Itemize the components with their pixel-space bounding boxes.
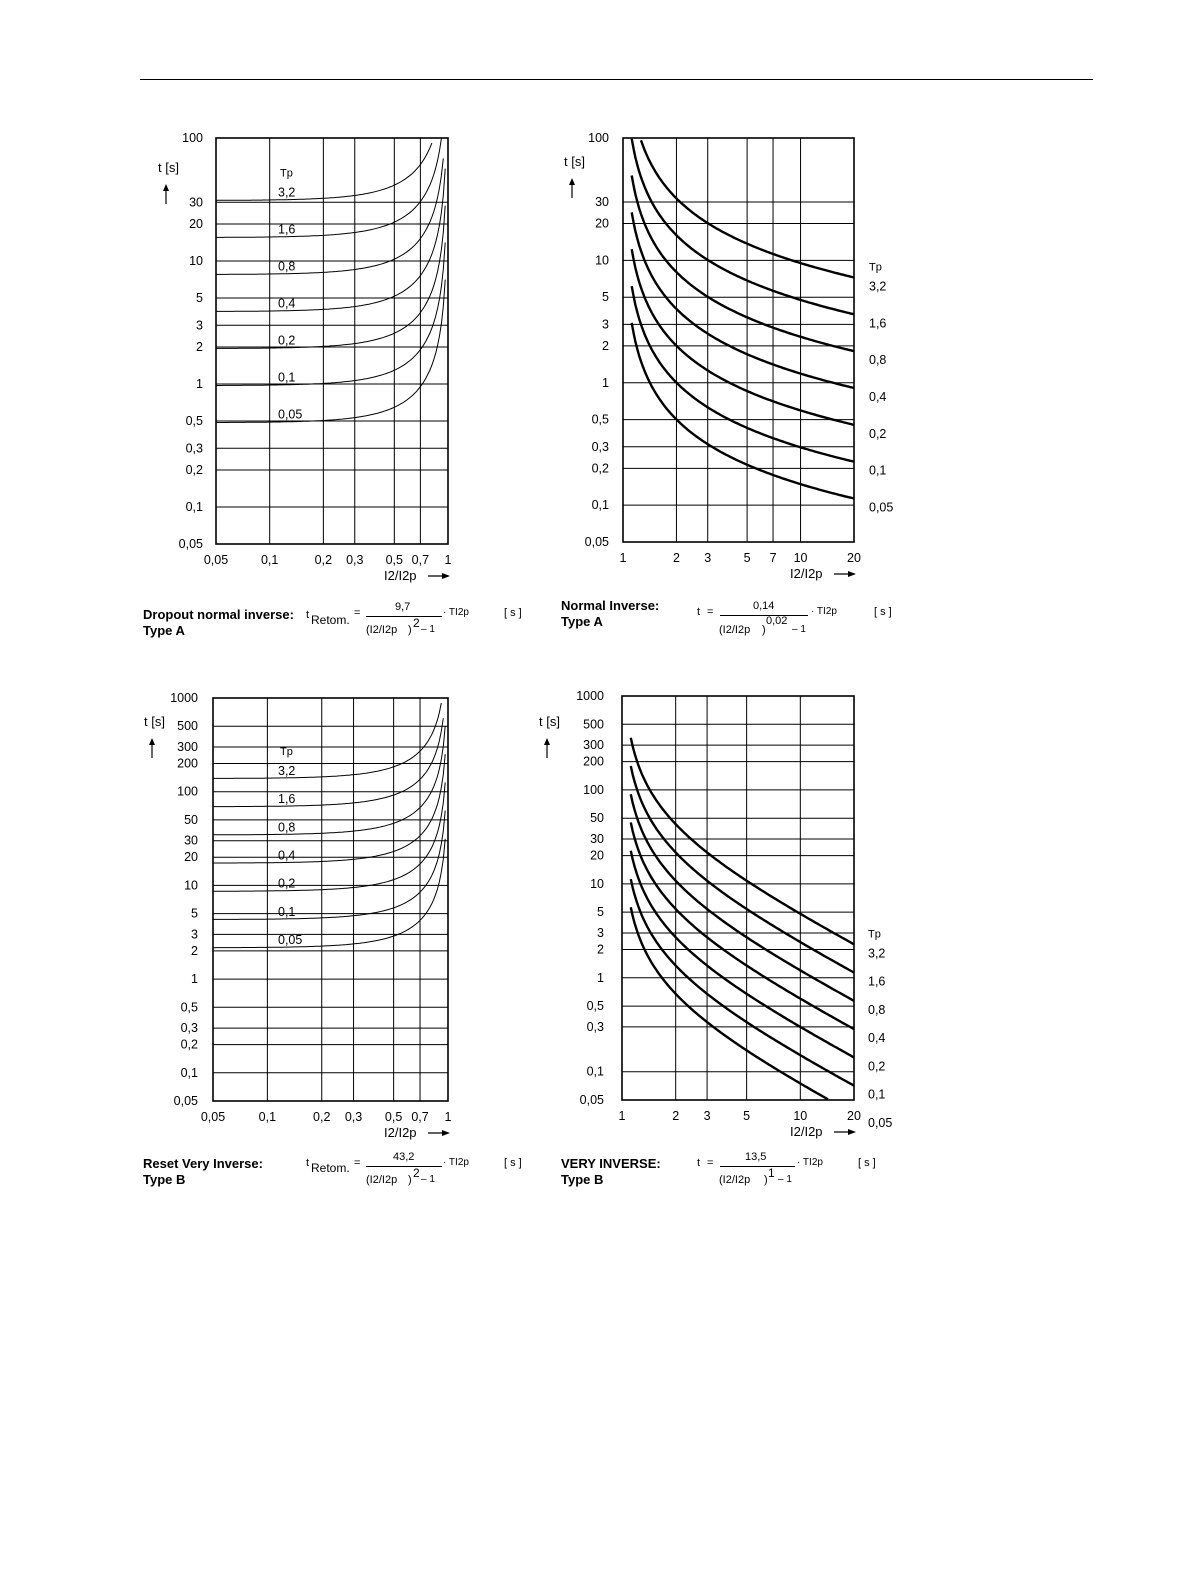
chart4-frame xyxy=(622,696,854,1100)
chart1-ytick-label-3: 10 xyxy=(189,253,203,268)
chart1-series-label-3_2: 3,2 xyxy=(278,185,296,200)
formula-4-denominator: (I2/I2p xyxy=(719,1174,751,1186)
chart3-xtick-label-1: 0,1 xyxy=(258,1110,277,1124)
formula-3-fraction-bar xyxy=(366,1166,442,1167)
chart2-ytick-label-2: 20 xyxy=(595,216,609,231)
chart3-xtick-label-0: 0,05 xyxy=(200,1110,226,1124)
chart2-series-label-1_6: 1,6 xyxy=(869,316,887,331)
chart1-xtick-label-1: 0,1 xyxy=(260,553,279,567)
chart3-xtick-label-5: 0,7 xyxy=(411,1110,429,1124)
chart2-ytick-label-5: 3 xyxy=(602,317,609,332)
chart4-ytick-label-3: 200 xyxy=(583,754,604,769)
chart3-ytick-label-1: 500 xyxy=(177,719,198,734)
chart3-series-0_4 xyxy=(213,754,445,863)
chart4-yaxis-arrowhead xyxy=(544,738,550,745)
chart1-series-0_4 xyxy=(216,169,445,312)
chart1-ytick-label-11: 0,1 xyxy=(185,499,203,514)
chart1-legend-title: Tp xyxy=(280,167,293,180)
chart3-xtick-label-2: 0,2 xyxy=(313,1110,331,1124)
formula-3-sub: Retom. xyxy=(311,1161,350,1175)
chart2-xlabel: I2/I2p xyxy=(790,566,823,581)
chart4-xtick-label-3: 5 xyxy=(743,1109,751,1123)
chart2-ytick-label-0: 100 xyxy=(588,131,609,145)
chart4-xtick-label-4: 10 xyxy=(793,1109,808,1123)
chart3-yaxis-arrowhead xyxy=(149,738,155,745)
chart3-ytick-label-10: 3 xyxy=(191,927,198,942)
chart3-ytick-label-12: 1 xyxy=(191,972,198,987)
chart3-series-label-0_1: 0,1 xyxy=(278,904,296,919)
chart1-frame xyxy=(216,138,448,544)
chart1-series-label-1_6: 1,6 xyxy=(278,222,296,237)
chart2-xtick-label-6: 20 xyxy=(847,551,861,565)
formula-2-denominator: (I2/I2p xyxy=(719,624,751,636)
chart4-ytick-label-12: 1 xyxy=(597,970,604,985)
chart4-xaxis-arrowhead xyxy=(848,1129,856,1135)
chart1-ytick-label-12: 0,05 xyxy=(178,537,203,551)
formula-4-minus: – 1 xyxy=(778,1174,792,1185)
chart2-series-label-0_05: 0,05 xyxy=(869,500,894,515)
formula-1-denominator: (I2/I2p xyxy=(366,624,398,636)
chart3-xtick-label-4: 0,5 xyxy=(384,1110,403,1124)
formula-2-mult: · TI2p xyxy=(811,606,837,617)
chart3-series-0_05 xyxy=(213,839,445,948)
caption-2-type: Type A xyxy=(561,614,603,629)
formula-4-mult: · TI2p xyxy=(797,1157,823,1168)
chart3-ytick-label-13: 0,5 xyxy=(180,1000,198,1015)
chart4-ytick-label-16: 0,05 xyxy=(579,1093,604,1107)
chart4-ytick-label-13: 0,5 xyxy=(586,999,604,1014)
chart4-series-label-3_2: 3,2 xyxy=(868,946,886,961)
chart3-xaxis-arrowhead xyxy=(442,1130,450,1136)
formula-3-exponent: 2 xyxy=(413,1166,420,1180)
formula-1-unit: [ s ] xyxy=(504,607,522,619)
formula-4-eq: = xyxy=(707,1157,714,1169)
formula-3-t: t xyxy=(306,1157,310,1169)
chart4-ylabel: t [s] xyxy=(539,714,560,729)
chart2-series-label-0_2: 0,2 xyxy=(869,426,887,441)
chart1-ytick-label-10: 0,2 xyxy=(185,462,203,477)
formula-4-fraction-bar xyxy=(720,1166,795,1167)
chart2-series-0_4 xyxy=(632,212,854,388)
chart1-xaxis-arrowhead xyxy=(442,573,450,579)
chart2-ytick-label-12: 0,05 xyxy=(584,535,609,549)
chart3-series-0_1 xyxy=(213,811,445,920)
chart3-ytick-label-17: 0,05 xyxy=(173,1094,198,1108)
chart2-svg xyxy=(557,128,900,592)
chart3-xlabel: I2/I2p xyxy=(384,1125,417,1140)
chart1-series-1_6 xyxy=(216,138,441,237)
chart3-ytick-label-3: 200 xyxy=(177,756,198,771)
chart4-ytick-label-6: 30 xyxy=(590,832,604,847)
chart4-series-label-0_8: 0,8 xyxy=(868,1002,886,1017)
chart1-ytick-label-9: 0,3 xyxy=(185,441,203,456)
chart1-series-label-0_05: 0,05 xyxy=(278,407,303,422)
formula-3-eq: = xyxy=(354,1157,361,1169)
formula-3-numerator: 43,2 xyxy=(393,1151,415,1163)
chart-reset-very-inverse xyxy=(143,688,525,1148)
chart3-series-label-0_8: 0,8 xyxy=(278,820,296,835)
chart3-ytick-label-5: 50 xyxy=(184,812,198,827)
chart4-legend-title: Tp xyxy=(868,928,881,941)
chart2-ytick-label-3: 10 xyxy=(595,253,609,268)
formula-2-minus: – 1 xyxy=(792,624,806,635)
chart2-yaxis-arrowhead xyxy=(569,178,575,185)
chart1-ytick-label-4: 5 xyxy=(196,291,203,306)
chart4-xtick-label-1: 2 xyxy=(672,1109,680,1123)
chart1-svg xyxy=(143,128,525,592)
chart2-series-label-3_2: 3,2 xyxy=(869,279,887,294)
chart2-series-0_2 xyxy=(632,249,854,425)
chart4-ytick-label-14: 0,3 xyxy=(586,1019,604,1034)
chart1-series-0_2 xyxy=(216,206,445,349)
chart2-xtick-label-5: 10 xyxy=(793,551,808,565)
chart1-xtick-label-6: 1 xyxy=(444,553,452,567)
chart3-xtick-label-3: 0,3 xyxy=(344,1110,363,1124)
chart3-ytick-label-9: 5 xyxy=(191,906,198,921)
chart3-frame xyxy=(213,698,448,1101)
chart3-series-3_2 xyxy=(213,703,441,778)
chart3-ylabel: t [s] xyxy=(144,714,165,729)
chart3-series-1_6 xyxy=(213,718,443,806)
formula-1-numerator: 9,7 xyxy=(395,601,411,613)
chart2-xaxis-arrowhead xyxy=(848,571,856,577)
chart1-series-label-0_2: 0,2 xyxy=(278,333,296,348)
chart2-ytick-label-7: 1 xyxy=(602,375,609,390)
chart2-ytick-label-4: 5 xyxy=(602,290,609,305)
formula-1-exponent: 2 xyxy=(413,616,420,630)
chart1-xlabel: I2/I2p xyxy=(384,568,417,583)
chart2-xtick-label-4: 7 xyxy=(769,551,777,565)
formula-2-den-close: ) xyxy=(762,624,766,636)
chart2-ytick-label-9: 0,3 xyxy=(591,439,609,454)
chart1-xtick-label-5: 0,7 xyxy=(411,553,430,567)
chart2-ytick-label-8: 0,5 xyxy=(591,412,609,427)
chart1-ytick-label-8: 0,5 xyxy=(185,414,203,429)
chart2-series-0_05 xyxy=(632,323,854,499)
chart3-svg xyxy=(143,688,525,1148)
chart1-series-0_1 xyxy=(216,243,445,386)
chart4-xtick-label-5: 20 xyxy=(847,1109,861,1123)
chart1-xtick-label-4: 0,5 xyxy=(385,553,404,567)
chart2-legend-title: Tp xyxy=(869,261,882,274)
formula-1-t: t xyxy=(306,609,310,621)
chart3-ytick-label-8: 10 xyxy=(184,878,198,893)
chart2-ytick-label-11: 0,1 xyxy=(591,498,609,513)
chart1-ytick-label-5: 3 xyxy=(196,318,203,333)
chart4-ytick-label-4: 100 xyxy=(583,782,604,797)
chart4-ytick-label-11: 2 xyxy=(597,942,604,957)
formula-2-unit: [ s ] xyxy=(874,606,892,618)
chart1-ytick-label-1: 30 xyxy=(189,195,203,210)
formula-3-unit: [ s ] xyxy=(504,1157,522,1169)
chart4-ytick-label-2: 300 xyxy=(583,738,604,753)
formula-1-minus: – 1 xyxy=(421,624,435,635)
formula-2-numerator: 0,14 xyxy=(753,600,775,612)
chart1-series-0_05 xyxy=(216,280,445,423)
chart2-ytick-label-6: 2 xyxy=(602,338,609,353)
chart4-ytick-label-9: 5 xyxy=(597,905,604,920)
chart1-ytick-label-6: 2 xyxy=(196,339,203,354)
formula-2-fraction-bar xyxy=(720,615,808,616)
formula-1-eq: = xyxy=(354,607,361,619)
chart3-series-label-0_4: 0,4 xyxy=(278,848,296,863)
chart1-yaxis-arrowhead xyxy=(163,184,169,191)
chart2-ytick-label-10: 0,2 xyxy=(591,461,609,476)
chart1-xtick-label-3: 0,3 xyxy=(346,553,364,567)
chart4-ytick-label-7: 20 xyxy=(590,848,604,863)
chart4-series-label-1_6: 1,6 xyxy=(868,974,886,989)
chart4-series-label-0_4: 0,4 xyxy=(868,1031,886,1046)
chart4-xtick-label-2: 3 xyxy=(703,1109,711,1123)
chart3-xtick-label-6: 1 xyxy=(444,1110,452,1124)
chart2-xtick-label-0: 1 xyxy=(619,551,627,565)
formula-4-t: t xyxy=(697,1157,701,1169)
chart2-xtick-label-2: 3 xyxy=(704,551,712,565)
formula-2-exponent: 0,02 xyxy=(766,615,788,627)
formula-4-unit: [ s ] xyxy=(858,1157,876,1169)
caption-1-type: Type A xyxy=(143,623,185,638)
chart3-ytick-label-7: 20 xyxy=(184,850,198,865)
formula-3-mult: · TI2p xyxy=(443,1157,469,1168)
caption-3-type: Type B xyxy=(143,1172,186,1187)
chart4-ytick-label-1: 500 xyxy=(583,717,604,732)
chart3-ytick-label-15: 0,2 xyxy=(180,1037,198,1052)
chart4-series-0_05 xyxy=(631,907,828,1099)
chart2-xtick-label-1: 2 xyxy=(672,551,680,565)
chart4-xtick-label-0: 1 xyxy=(618,1109,626,1123)
chart2-frame xyxy=(623,138,854,542)
formula-1-mult: · TI2p xyxy=(443,607,469,618)
chart2-ylabel: t [s] xyxy=(564,154,585,169)
chart3-ytick-label-14: 0,3 xyxy=(180,1021,198,1036)
chart3-series-label-0_2: 0,2 xyxy=(278,876,296,891)
chart3-ytick-label-0: 1000 xyxy=(170,691,198,705)
chart-normal-inverse xyxy=(557,128,900,592)
caption-2-title: Normal Inverse: xyxy=(561,598,660,613)
formula-3-den-close: ) xyxy=(408,1174,412,1186)
formula-3-denominator: (I2/I2p xyxy=(366,1174,398,1186)
chart1-series-3_2 xyxy=(216,143,432,200)
chart1-series-label-0_8: 0,8 xyxy=(278,259,296,274)
chart3-ytick-label-4: 100 xyxy=(177,784,198,799)
chart2-series-label-0_8: 0,8 xyxy=(869,353,887,368)
chart3-series-label-0_05: 0,05 xyxy=(278,933,303,948)
chart4-series-label-0_05: 0,05 xyxy=(868,1115,893,1130)
chart3-ytick-label-2: 300 xyxy=(177,739,198,754)
chart1-ylabel: t [s] xyxy=(158,160,179,175)
chart4-xlabel: I2/I2p xyxy=(790,1124,823,1139)
chart3-series-label-1_6: 1,6 xyxy=(278,792,296,807)
chart4-ytick-label-5: 50 xyxy=(590,811,604,826)
chart4-series-label-0_1: 0,1 xyxy=(868,1087,886,1102)
header-rule xyxy=(140,79,1093,80)
chart2-series-label-0_4: 0,4 xyxy=(869,389,887,404)
caption-1-title: Dropout normal inverse: xyxy=(143,607,294,622)
chart1-ytick-label-2: 20 xyxy=(189,216,203,231)
formula-4-numerator: 13,5 xyxy=(745,1151,767,1163)
caption-3-title: Reset Very Inverse: xyxy=(143,1156,263,1171)
caption-4-title: VERY INVERSE: xyxy=(561,1156,661,1171)
chart4-ytick-label-0: 1000 xyxy=(576,689,604,703)
chart3-legend-title: Tp xyxy=(280,745,293,758)
chart3-series-0_2 xyxy=(213,782,445,891)
caption-4-type: Type B xyxy=(561,1172,604,1187)
chart1-ytick-label-7: 1 xyxy=(196,376,203,391)
chart2-series-label-0_1: 0,1 xyxy=(869,463,887,478)
chart2-ytick-label-1: 30 xyxy=(595,194,609,209)
formula-4-den-close: ) xyxy=(764,1174,768,1186)
chart3-series-label-3_2: 3,2 xyxy=(278,763,296,778)
formula-1-fraction-bar xyxy=(366,616,442,617)
chart2-series-1_6 xyxy=(632,139,854,315)
chart4-series-label-0_2: 0,2 xyxy=(868,1059,886,1074)
formula-3-minus: – 1 xyxy=(421,1174,435,1185)
chart3-ytick-label-11: 2 xyxy=(191,943,198,958)
chart3-ytick-label-16: 0,1 xyxy=(180,1065,198,1080)
chart1-ytick-label-0: 100 xyxy=(182,131,203,145)
formula-1-sub: Retom. xyxy=(311,613,350,627)
chart1-xtick-label-0: 0,05 xyxy=(203,553,229,567)
chart-dropout-normal-inverse xyxy=(143,128,525,592)
formula-2-eq: = xyxy=(707,606,714,618)
chart2-xtick-label-3: 5 xyxy=(743,551,751,565)
formula-4-exponent: 1 xyxy=(768,1166,775,1180)
chart4-ytick-label-10: 3 xyxy=(597,925,604,940)
chart1-xtick-label-2: 0,2 xyxy=(314,553,333,567)
chart3-ytick-label-6: 30 xyxy=(184,833,198,848)
chart3-series-0_8 xyxy=(213,726,445,835)
chart1-series-label-0_4: 0,4 xyxy=(278,296,296,311)
chart2-series-0_1 xyxy=(632,286,854,462)
formula-1-den-close: ) xyxy=(408,624,412,636)
chart-very-inverse xyxy=(534,686,900,1148)
chart4-ytick-label-8: 10 xyxy=(590,876,604,891)
chart4-ytick-label-15: 0,1 xyxy=(586,1064,604,1079)
chart4-svg xyxy=(534,686,900,1148)
chart1-series-label-0_1: 0,1 xyxy=(278,370,296,385)
formula-2-t: t xyxy=(697,606,701,618)
